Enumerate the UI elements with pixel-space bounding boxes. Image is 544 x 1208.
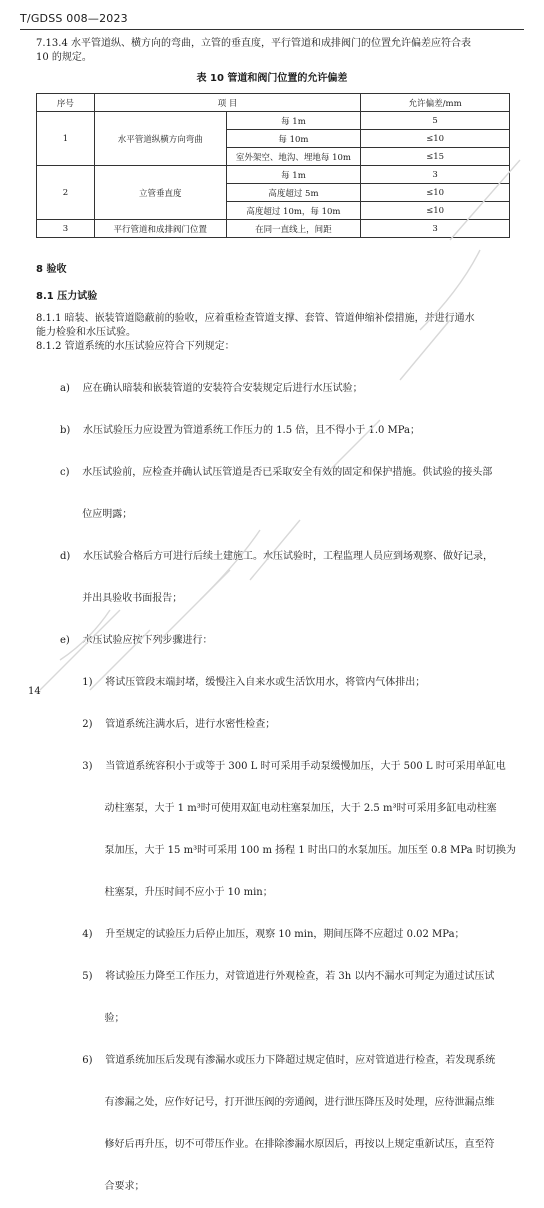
list-item: 6) 管道系统加压后发现有渗漏水或压力下降超过规定值时，应对管道进行检查，若发现系统: [60, 1055, 496, 1066]
row-val: 3: [361, 220, 510, 238]
list-item: 4) 升至规定的试验压力后停止加压，观察 10 min，期间压降不应超过 0.02 MPa；: [60, 929, 465, 940]
header-tolerance: 允许偏差/mm: [361, 94, 510, 112]
row-val: ≤10: [361, 130, 510, 148]
list-item: a) 应在确认暗装和嵌装管道的安装符合安装规定后进行水压试验；: [60, 383, 363, 394]
row-val: 3: [361, 166, 510, 184]
header-rule: [20, 29, 524, 30]
row-cond: 每 1m: [226, 112, 361, 130]
list-item: d) 水压试验合格后方可进行后续土建施工。水压试验时，工程监理人员应到场观察、做好记录，: [60, 551, 494, 562]
row-item: 水平管道纵横方向弯曲: [94, 112, 226, 166]
table-caption: 表 10 管道和阀门位置的允许偏差: [196, 73, 348, 84]
list-item: e) 水压试验应按下列步骤进行：: [60, 635, 213, 646]
list-item: 有渗漏之处，应作好记号，打开泄压阀的旁通阀，进行泄压降压及时处理，应待泄漏点维: [60, 1097, 495, 1108]
list-item: 2) 管道系统注满水后，进行水密性检查；: [60, 719, 276, 730]
page-number: 14: [28, 686, 41, 697]
list-item: 泵加压，大于 15 m³时可采用 100 m 扬程 1 时出口的水泵加压。加压至 0.8 MPa 时切换为: [60, 845, 516, 856]
list-item: 1) 将试压管段末端封堵，缓慢注入自来水或生活饮用水，将管内气体排出；: [60, 677, 426, 688]
row-val: ≤10: [361, 202, 510, 220]
table-row: [37, 166, 510, 184]
list-item: 动柱塞泵，大于 1 m³时可使用双缸电动柱塞泵加压，大于 2.5 m³时可采用多缸电动柱塞: [60, 803, 497, 814]
tolerance-table: [36, 93, 510, 238]
list-item: 合要求；: [60, 1181, 145, 1192]
section-81-title: 8.1 压力试验: [36, 291, 98, 302]
row-no: 1: [37, 112, 95, 166]
row-item: 平行管道和成排阀门位置: [94, 220, 226, 238]
list-item: 修好后再升压，切不可带压作业。在排除渗漏水原因后，再按以上规定重新试压，直至符: [60, 1139, 495, 1150]
header-no: 序号: [37, 94, 95, 112]
row-cond: 每 1m: [226, 166, 361, 184]
table-row: [37, 112, 510, 130]
row-cond: 室外架空、地沟、埋地每 10m: [226, 148, 361, 166]
clause-7134-line2: 10 的规定。: [36, 52, 92, 63]
clause-812-line1: 8.1.2 管道系统的水压试验应符合下列规定：: [36, 341, 235, 352]
row-val: ≤10: [361, 184, 510, 202]
clause-811-line1: 8.1.1 暗装、嵌装管道隐蔽前的验收，应着重检查管道支撑、套管、管道伸缩补偿措施，并进行通水: [36, 313, 475, 324]
requirements-list: [60, 354, 516, 1208]
list-item: 并出具验收书面报告；: [60, 593, 183, 604]
row-cond: 高度超过 10m，每 10m: [226, 202, 361, 220]
list-item: 柱塞泵，升压时间不应小于 10 min；: [60, 887, 273, 898]
clause-7134-line1: 7.13.4 水平管道纵、横方向的弯曲，立管的垂直度，平行管道和成排阀门的位置允许偏差应符合表: [36, 38, 471, 49]
list-item: 验；: [60, 1013, 125, 1024]
section-8-title: 8 验收: [36, 264, 67, 275]
clause-811-line2: 能力检验和水压试验。: [36, 327, 136, 338]
row-val: 5: [361, 112, 510, 130]
row-cond: 在同一直线上，间距: [226, 220, 361, 238]
row-cond: 高度超过 5m: [226, 184, 361, 202]
header-item: 项 目: [94, 94, 360, 112]
row-no: 2: [37, 166, 95, 220]
row-cond: 每 10m: [226, 130, 361, 148]
list-item: 位应明露；: [60, 509, 133, 520]
list-item: b) 水压试验压力应设置为管道系统工作压力的 1.5 倍，且不得小于 1.0 MPa；: [60, 425, 421, 436]
doc-code: T/GDSS 008—2023: [20, 12, 128, 25]
list-item: 3) 当管道系统容积小于或等于 300 L 时可采用手动泵缓慢加压，大于 500 L 时可采用单缸电: [60, 761, 506, 772]
row-val: ≤15: [361, 148, 510, 166]
list-item: 5) 将试验压力降至工作压力，对管道进行外观检查，若 3h 以内不漏水可判定为通过试压试: [60, 971, 495, 982]
list-item: c) 水压试验前，应检查并确认试压管道是否已采取安全有效的固定和保护措施。供试验的接头部: [60, 467, 493, 478]
table-row: [37, 220, 510, 238]
table-header-row: [37, 94, 510, 112]
row-item: 立管垂直度: [94, 166, 226, 220]
row-no: 3: [37, 220, 95, 238]
